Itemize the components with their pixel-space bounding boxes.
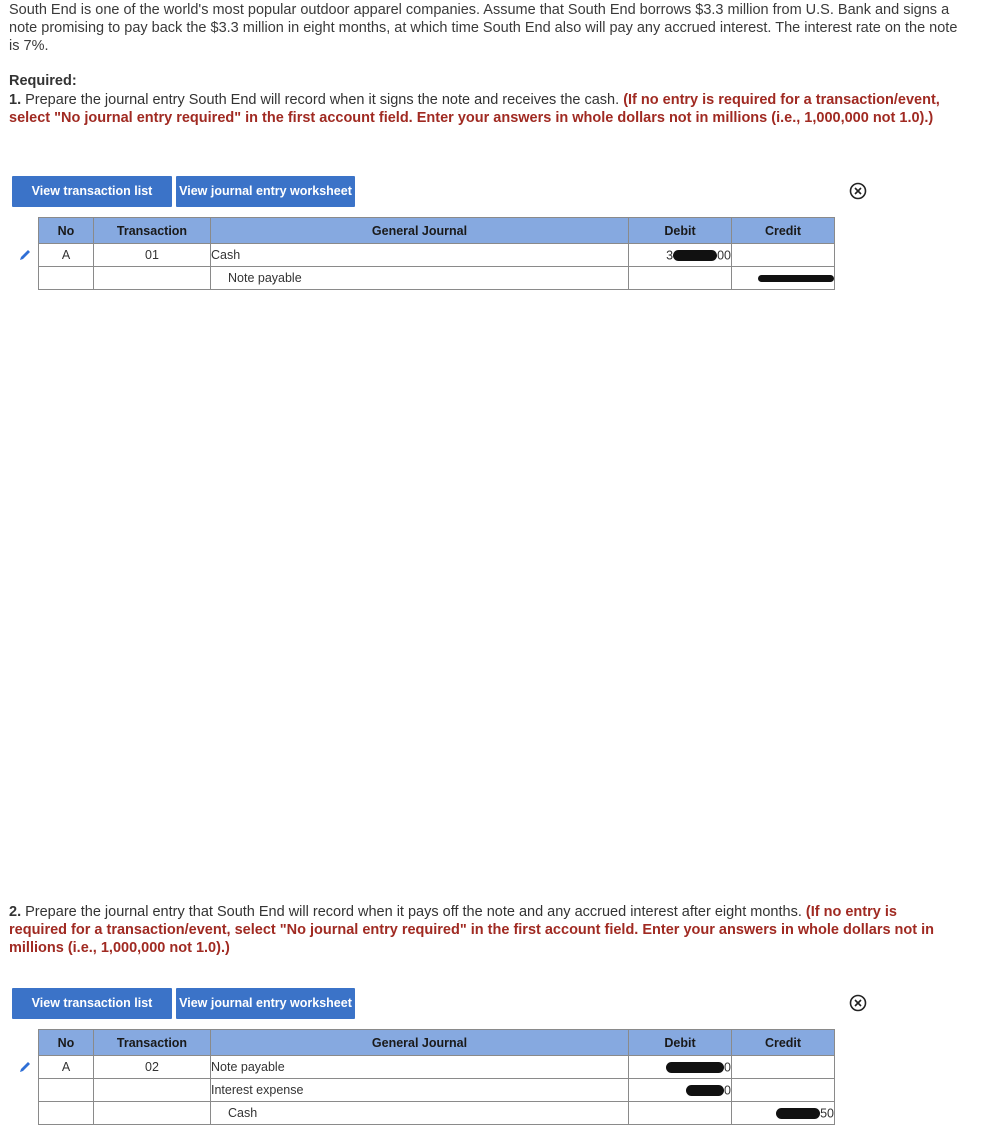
question-2-text: Prepare the journal entry that South End will record when it pays off the note and any accrued interest after eight months. (21, 904, 806, 920)
transaction-no: 01 (94, 244, 211, 267)
journal-table-1 (38, 217, 835, 290)
credit-cell[interactable] (732, 244, 835, 267)
redaction-mark (666, 1062, 724, 1073)
col-no: No (39, 1030, 94, 1056)
table-row (39, 1056, 835, 1079)
col-general-journal: General Journal (211, 1030, 629, 1056)
col-debit: Debit (629, 1030, 732, 1056)
question-2-number: 2. (9, 904, 22, 920)
debit-tail: 0 (724, 1060, 731, 1075)
table-row (39, 267, 835, 290)
question-1-text: Prepare the journal entry South End will record when it signs the note and receives the cash. (21, 92, 624, 108)
question-2 (9, 903, 949, 957)
debit-cell[interactable] (629, 267, 732, 290)
account-cell[interactable]: Cash (211, 244, 629, 267)
col-transaction: Transaction (94, 218, 211, 244)
view-journal-worksheet-button-1[interactable]: View journal entry worksheet (176, 176, 355, 207)
debit-cell[interactable] (629, 1056, 732, 1079)
col-no: No (39, 218, 94, 244)
redaction-mark (776, 1108, 820, 1119)
account-cell[interactable]: Interest expense (211, 1079, 629, 1102)
credit-cell[interactable] (732, 1079, 835, 1102)
credit-cell[interactable] (732, 1102, 835, 1125)
pencil-icon[interactable] (19, 1061, 31, 1073)
redaction-mark (686, 1085, 724, 1096)
redaction-mark (673, 250, 717, 261)
transaction-no: 02 (94, 1056, 211, 1079)
debit-visible: 3 (666, 248, 674, 263)
close-circle-icon[interactable] (849, 994, 867, 1012)
account-cell[interactable]: Cash (211, 1102, 629, 1125)
credit-tail: 50 (820, 1106, 834, 1121)
entry-no: A (39, 1056, 94, 1079)
table-row (39, 1079, 835, 1102)
col-debit: Debit (629, 218, 732, 244)
question-1-instruction: (If no entry is required for a transaction/event, select "No journal entry required" in the first account field. Enter your answers in whole dollars not in millions (i.e., 1,000,000 not 1.0).) (9, 92, 940, 126)
table-row (39, 244, 835, 267)
table-row (39, 1102, 835, 1125)
view-transaction-list-button-1[interactable]: View transaction list (12, 176, 172, 207)
question-1-number: 1. (9, 92, 22, 108)
journal-table-2 (38, 1029, 835, 1125)
col-transaction: Transaction (94, 1030, 211, 1056)
question-2-instruction: (If no entry is required for a transaction/event, select "No journal entry required" in the first account field. Enter your answers in whole dollars not in millions (i.e., 1,000,000 not 1.0).) (9, 904, 935, 956)
close-circle-icon[interactable] (849, 182, 867, 200)
col-credit: Credit (732, 1030, 835, 1056)
account-cell[interactable]: Note payable (211, 267, 629, 290)
required-label: Required: (9, 73, 77, 89)
debit-tail: 0 (724, 1083, 731, 1098)
col-credit: Credit (732, 218, 835, 244)
problem-statement: South End is one of the world's most popular outdoor apparel companies. Assume that South End borrows $3.3 million from U.S. Bank and signs a note promising to pay back the $3.3 million in eight months, at which time South End also will pay any accrued interest. The interest rate on the note is 7%. (9, 2, 958, 54)
debit-cell[interactable] (629, 1102, 732, 1125)
pencil-icon[interactable] (19, 249, 31, 261)
view-transaction-list-button-2[interactable]: View transaction list (12, 988, 172, 1019)
debit-cell[interactable] (629, 244, 732, 267)
credit-cell[interactable] (732, 267, 835, 290)
redaction-mark (758, 275, 834, 282)
view-journal-worksheet-button-2[interactable]: View journal entry worksheet (176, 988, 355, 1019)
col-general-journal: General Journal (211, 218, 629, 244)
credit-cell[interactable] (732, 1056, 835, 1079)
debit-cell[interactable] (629, 1079, 732, 1102)
question-1 (9, 91, 949, 127)
debit-tail: 00 (717, 248, 731, 263)
account-cell[interactable]: Note payable (211, 1056, 629, 1079)
entry-no: A (39, 244, 94, 267)
